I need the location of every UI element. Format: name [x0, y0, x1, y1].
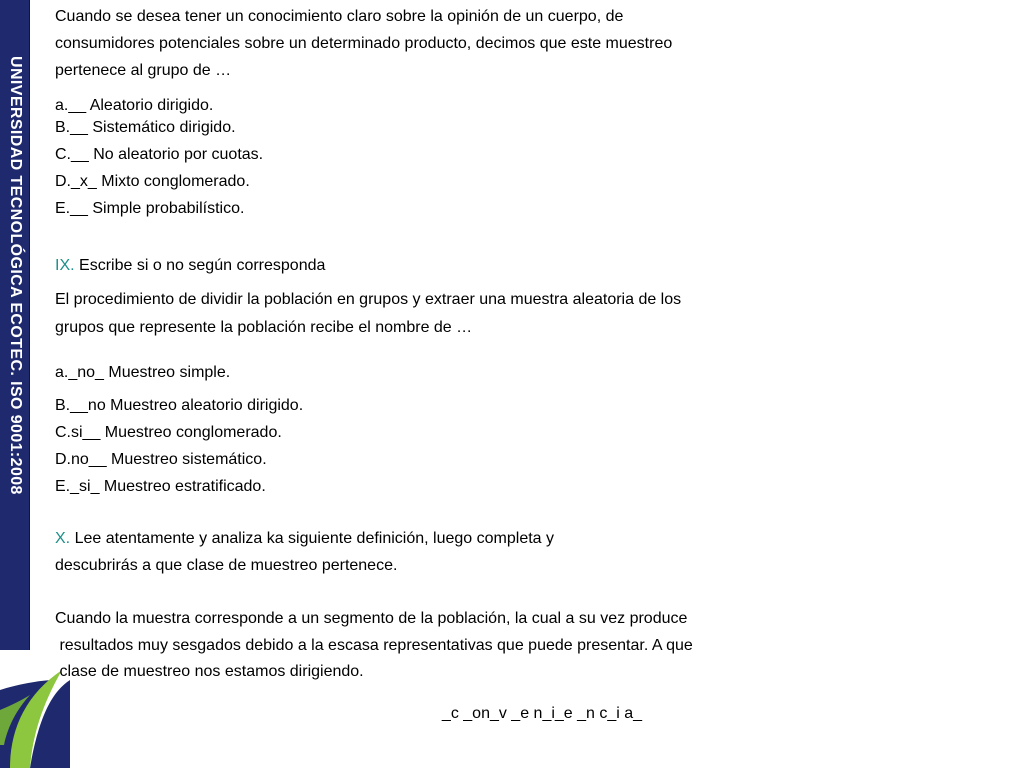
sidebar-institution-text: UNIVERSIDAD TECNOLÓGICA ECOTEC. ISO 9001:2008	[6, 56, 24, 495]
q9-option-c: C.si__ Muestreo conglomerado.	[55, 424, 282, 441]
q9-text-line-1: El procedimiento de dividir la población en grupos y extraer una muestra aleatoria de los	[55, 291, 682, 308]
q10-title-line-2: descubrirás a que clase de muestreo pertenece.	[55, 557, 398, 574]
q8-option-d: D._x_ Mixto conglomerado.	[55, 173, 250, 190]
q8-text-line-3: pertenece al grupo de …	[55, 62, 232, 79]
q10-number: X.	[55, 530, 71, 547]
q9-text-line-2: grupos que represente la población recibe el nombre de …	[55, 319, 473, 336]
sidebar-banner	[0, 0, 30, 650]
q10-title-line-1: Lee atentamente y analiza ka siguiente definición, luego completa y	[74, 530, 554, 547]
q8-option-b: B.__ Sistemático dirigido.	[55, 119, 236, 136]
q9-option-a: a._no_ Muestreo simple.	[55, 364, 231, 381]
q8-option-a: a.__ Aleatorio dirigido.	[55, 97, 214, 114]
q9-option-e: E._si_ Muestreo estratificado.	[55, 478, 266, 495]
q10-text-line-1: Cuando la muestra corresponde a un segmento de la población, la cual a su vez produce	[55, 610, 688, 627]
q10-text-line-3: clase de muestreo nos estamos dirigiendo.	[55, 663, 364, 680]
q10-text-line-2: resultados muy sesgados debido a la escasa representativas que puede presentar. A que	[55, 637, 693, 654]
q9-number: IX.	[55, 257, 75, 274]
q9-heading	[55, 256, 325, 276]
q10-heading-line-1	[55, 529, 554, 549]
q8-option-e: E.__ Simple probabilístico.	[55, 200, 245, 217]
q10-answer: _c _on_v _e n_i_e _n c_i a_	[441, 705, 643, 722]
q8-option-c: C.__ No aleatorio por cuotas.	[55, 146, 264, 163]
q9-title: Escribe si o no según corresponda	[79, 257, 326, 274]
q8-text-line-1: Cuando se desea tener un conocimiento claro sobre la opinión de un cuerpo, de	[55, 8, 624, 25]
q9-option-b: B.__no Muestreo aleatorio dirigido.	[55, 397, 304, 414]
q9-option-d: D.no__ Muestreo sistemático.	[55, 451, 267, 468]
q8-text-line-2: consumidores potenciales sobre un determinado producto, decimos que este muestreo	[55, 35, 673, 52]
